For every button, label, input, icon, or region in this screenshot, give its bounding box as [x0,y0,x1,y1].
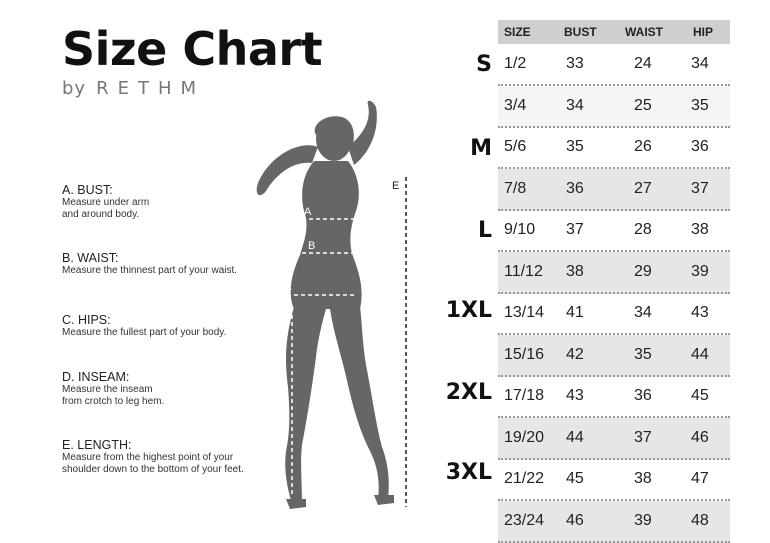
cell-hip: 48 [691,511,709,529]
cell-size: 21/22 [504,470,545,487]
table-row [498,127,730,169]
cell-waist: 27 [634,179,652,197]
cell-waist: 25 [634,96,652,114]
cell-bust: 38 [566,262,584,280]
cell-bust: 33 [566,55,584,72]
cell-waist: 29 [634,262,652,280]
measure-desc-line: Measure the thinnest part of your waist. [62,265,238,276]
brand-by: by [62,78,87,99]
cell-waist: 38 [634,470,652,487]
cell-size: 9/10 [504,221,536,238]
cell-size: 1/2 [504,55,527,72]
cell-bust: 41 [566,304,584,321]
measure-heading: A. BUST: [62,183,113,197]
table-row [498,169,730,211]
table-row [498,418,730,460]
col-header-size: SIZE [504,25,531,39]
body-silhouette [230,95,430,515]
measure-heading: D. INSEAM: [62,370,130,384]
measure-heading: B. WAIST: [62,251,119,265]
cell-bust: 43 [566,387,584,404]
measure-heading: C. HIPS: [62,313,111,327]
cell-bust: 44 [566,428,584,446]
col-header-waist: WAIST [625,25,663,39]
table-header [498,20,730,44]
cell-waist: 26 [634,138,652,155]
cell-waist: 37 [634,428,652,446]
table-row [498,459,730,501]
cell-waist: 39 [634,511,652,529]
silhouette-shape [257,101,394,509]
label-b: B [308,240,316,252]
cell-size: 5/6 [504,138,527,155]
cell-waist: 36 [634,387,652,404]
cell-size: 13/14 [504,304,545,321]
cell-size: 19/20 [504,428,545,446]
cell-bust: 36 [566,179,584,197]
size-group-label: S [476,52,492,77]
cell-size: 23/24 [504,511,545,529]
table-row [498,293,730,335]
col-header-hip: HIP [693,25,714,39]
cell-hip: 36 [691,138,709,155]
cell-size: 15/16 [504,345,545,363]
cell-size: 7/8 [504,179,527,197]
cell-size: 3/4 [504,96,527,114]
cell-size: 17/18 [504,387,545,404]
cell-hip: 45 [691,387,709,404]
label-a: A [304,206,312,218]
cell-hip: 35 [691,96,709,114]
measure-desc-line: Measure from the highest point of your [62,452,234,463]
cell-bust: 35 [566,138,584,155]
table-row [498,252,730,294]
cell-hip: 44 [691,345,709,363]
table-row [498,335,730,377]
cell-waist: 24 [634,55,652,72]
cell-hip: 46 [691,428,709,446]
label-c: C [284,282,292,294]
row-divider [498,541,730,543]
table-row [498,210,730,252]
size-group-label: L [477,218,492,243]
chart-title: Size Chart [62,22,323,76]
size-group-label: 1XL [445,298,492,323]
cell-waist: 35 [634,345,652,363]
table-row [498,501,730,543]
measure-desc-line: and around body. [62,209,140,220]
cell-hip: 43 [691,304,709,321]
cell-waist: 34 [634,304,652,321]
label-d: D [280,314,288,326]
measure-desc-line: Measure under arm [62,197,150,208]
measure-desc-line: Measure the fullest part of your body. [62,327,227,338]
cell-hip: 37 [691,179,709,197]
measure-heading: E. LENGTH: [62,438,132,452]
size-group-label: 2XL [445,380,492,405]
col-header-bust: BUST [564,25,597,39]
brand-name: RETHM [96,78,206,99]
cell-hip: 34 [691,55,709,72]
cell-bust: 34 [566,96,584,114]
cell-hip: 47 [691,470,709,487]
table-row [498,86,730,128]
cell-bust: 46 [566,511,584,529]
size-group-label: M [470,136,492,161]
cell-hip: 38 [691,221,709,238]
label-e: E [392,180,400,192]
measure-desc-line: from crotch to leg hem. [62,396,165,407]
measure-desc-line: Measure the inseam [62,384,153,395]
cell-waist: 28 [634,221,652,238]
table-row [498,376,730,418]
cell-hip: 39 [691,262,709,280]
brand-line [62,80,205,98]
cell-bust: 45 [566,470,584,487]
measure-desc-line: shoulder down to the bottom of your feet. [62,464,244,475]
table-row [498,44,730,86]
size-group-label: 3XL [445,460,492,485]
cell-bust: 37 [566,221,584,238]
cell-bust: 42 [566,345,584,363]
cell-size: 11/12 [504,262,543,280]
